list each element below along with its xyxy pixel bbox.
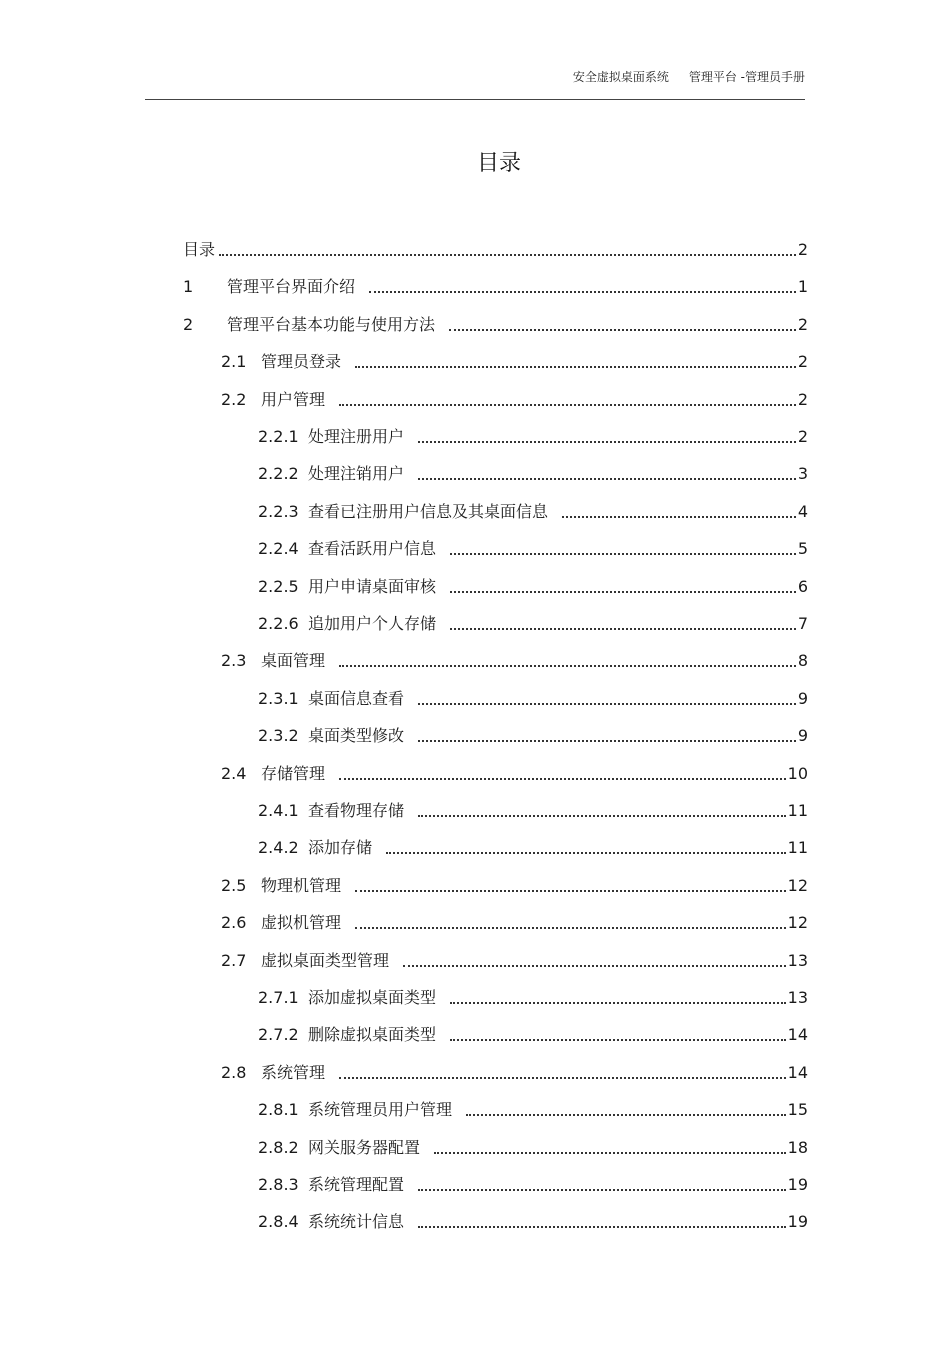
toc-entry-page-number: 9 (797, 689, 808, 708)
toc-dot-leader (418, 1226, 786, 1228)
toc-entry-page-number: 9 (797, 726, 808, 745)
toc-entry-page-number: 11 (787, 838, 808, 857)
toc-entry-number: 1 (183, 277, 194, 296)
toc-entry-title: 删除虚拟桌面类型 (308, 1025, 437, 1044)
header-system-name: 安全虚拟桌面系统 (572, 70, 669, 84)
toc-entry-title: 桌面管理 (261, 651, 326, 670)
toc-entry-title: 管理平台界面介绍 (227, 277, 356, 296)
toc-entry-title: 系统管理 (261, 1063, 326, 1082)
toc-dot-leader (386, 852, 786, 854)
toc-entry[interactable] (221, 760, 808, 784)
toc-entry-title: 用户管理 (261, 390, 326, 409)
toc-entry-title: 查看已注册用户信息及其桌面信息 (308, 502, 549, 521)
toc-entry-number: 2.1 (221, 352, 247, 371)
toc-entry-number: 2.7.2 (258, 1025, 299, 1044)
toc-entry[interactable] (258, 834, 808, 858)
toc-entry[interactable] (183, 236, 808, 260)
toc-dot-leader (450, 553, 796, 555)
toc-entry-page-number: 4 (797, 502, 808, 521)
toc-entry[interactable] (183, 311, 808, 335)
toc-entry-title: 桌面类型修改 (308, 726, 405, 745)
toc-entry-page-number: 10 (787, 764, 808, 783)
toc-entry-number: 2.7 (221, 951, 247, 970)
toc-entry-title: 目录 (183, 240, 216, 259)
toc-entry-number: 2.2 (221, 390, 247, 409)
toc-entry-number: 2.8.3 (258, 1175, 299, 1194)
toc-entry-number: 2.8.4 (258, 1212, 299, 1231)
toc-entry-number: 2.6 (221, 913, 247, 932)
header-rule (145, 99, 805, 100)
toc-entry[interactable] (221, 909, 808, 933)
toc-entry-title: 系统统计信息 (308, 1212, 405, 1231)
toc-entry-page-number: 12 (787, 876, 808, 895)
toc-entry-page-number: 6 (797, 577, 808, 596)
toc-entry-number: 2.2.1 (258, 427, 299, 446)
toc-entry-title: 追加用户个人存储 (308, 614, 437, 633)
toc-entry-number: 2.8.1 (258, 1100, 299, 1119)
toc-entry[interactable] (258, 1208, 808, 1232)
toc-entry-number: 2.7.1 (258, 988, 299, 1007)
toc-entry-title: 查看物理存储 (308, 801, 405, 820)
toc-entry-number: 2.2.3 (258, 502, 299, 521)
toc-entry-page-number: 14 (787, 1025, 808, 1044)
toc-entry-page-number: 5 (797, 539, 808, 558)
toc-entry-page-number: 2 (797, 315, 808, 334)
toc-entry-number: 2.2.2 (258, 464, 299, 483)
toc-entry-title: 桌面信息查看 (308, 689, 405, 708)
toc-dot-leader (369, 291, 796, 293)
toc-dot-leader (355, 890, 786, 892)
toc-entry[interactable] (258, 797, 808, 821)
toc-entry-title: 查看活跃用户信息 (308, 539, 437, 558)
toc-entry-number: 2.8 (221, 1063, 247, 1082)
toc-dot-leader (450, 1039, 786, 1041)
toc-entry-title: 用户申请桌面审核 (308, 577, 437, 596)
toc-entry-page-number: 2 (797, 427, 808, 446)
toc-entry-title: 网关服务器配置 (308, 1138, 421, 1157)
toc-dot-leader (450, 1002, 786, 1004)
toc-entry-page-number: 2 (797, 240, 808, 259)
toc-dot-leader (418, 478, 796, 480)
toc-entry-number: 2.3.2 (258, 726, 299, 745)
toc-entry-title: 添加存储 (308, 838, 373, 857)
toc-entry-title: 系统管理配置 (308, 1175, 405, 1194)
toc-entry-page-number: 13 (787, 988, 808, 1007)
toc-dot-leader (418, 815, 786, 817)
toc-entry-page-number: 7 (797, 614, 808, 633)
toc-entry-page-number: 19 (787, 1212, 808, 1231)
toc-entry-page-number: 2 (797, 390, 808, 409)
toc-entry-page-number: 15 (787, 1100, 808, 1119)
toc-dot-leader (339, 404, 796, 406)
toc-entry-number: 2.2.6 (258, 614, 299, 633)
toc-entry-title: 添加虚拟桌面类型 (308, 988, 437, 1007)
toc-dot-leader (466, 1114, 786, 1116)
toc-entry-page-number: 14 (787, 1063, 808, 1082)
toc-entry[interactable] (258, 610, 808, 634)
toc-entry-page-number: 1 (797, 277, 808, 296)
toc-dot-leader (339, 665, 796, 667)
toc-dot-leader (418, 703, 796, 705)
toc-entry[interactable] (258, 423, 808, 447)
toc-entry-title: 处理注册用户 (308, 427, 405, 446)
toc-entry-page-number: 8 (797, 651, 808, 670)
toc-dot-leader (219, 254, 796, 256)
toc-entry-number: 2.4.2 (258, 838, 299, 857)
toc-entry-page-number: 11 (787, 801, 808, 820)
toc-entry[interactable] (183, 273, 808, 297)
toc-entry-title: 管理平台基本功能与使用方法 (227, 315, 436, 334)
toc-entry-page-number: 19 (787, 1175, 808, 1194)
toc-entry-page-number: 13 (787, 951, 808, 970)
toc-entry-title: 处理注销用户 (308, 464, 405, 483)
toc-entry[interactable] (221, 386, 808, 410)
toc-entry[interactable] (221, 348, 808, 372)
toc-entry[interactable] (258, 685, 808, 709)
toc-entry[interactable] (258, 498, 808, 522)
toc-entry[interactable] (221, 947, 808, 971)
toc-dot-leader (355, 366, 796, 368)
toc-dot-leader (418, 1189, 786, 1191)
toc-entry-number: 2.5 (221, 876, 247, 895)
toc-dot-leader (418, 740, 796, 742)
toc-entry-number: 2.4 (221, 764, 247, 783)
toc-entry-title: 系统管理员用户管理 (308, 1100, 453, 1119)
toc-dot-leader (403, 965, 786, 967)
toc-dot-leader (355, 927, 786, 929)
toc-entry-number: 2.3 (221, 651, 247, 670)
toc-entry[interactable] (258, 1134, 808, 1158)
toc-dot-leader (339, 778, 786, 780)
toc-entry[interactable] (221, 647, 808, 671)
toc-entry[interactable] (258, 1096, 808, 1120)
toc-entry-title: 虚拟机管理 (261, 913, 342, 932)
toc-entry-number: 2 (183, 315, 194, 334)
toc-entry-number: 2.2.4 (258, 539, 299, 558)
toc-entry-title: 虚拟桌面类型管理 (261, 951, 390, 970)
toc-entry[interactable] (258, 460, 808, 484)
toc-entry-page-number: 2 (797, 352, 808, 371)
toc-entry[interactable] (221, 872, 808, 896)
toc-entry-title: 存储管理 (261, 764, 326, 783)
toc-entry-title: 物理机管理 (261, 876, 342, 895)
page-title: 目录 (476, 151, 521, 176)
toc-dot-leader (449, 329, 796, 331)
toc-entry[interactable] (258, 1171, 808, 1195)
toc-entry[interactable] (258, 984, 808, 1008)
toc-entry[interactable] (258, 1021, 808, 1045)
toc-dot-leader (450, 628, 796, 630)
toc-entry-page-number: 12 (787, 913, 808, 932)
toc-entry-number: 2.8.2 (258, 1138, 299, 1157)
toc-entry[interactable] (258, 573, 808, 597)
toc-entry-number: 2.2.5 (258, 577, 299, 596)
toc-dot-leader (418, 441, 796, 443)
toc-dot-leader (562, 516, 796, 518)
toc-entry-number: 2.3.1 (258, 689, 299, 708)
running-header (145, 68, 805, 85)
toc-entry[interactable] (258, 535, 808, 559)
toc-entry-title: 管理员登录 (261, 352, 342, 371)
header-manual-name: 管理平台 -管理员手册 (688, 70, 805, 84)
toc-dot-leader (434, 1152, 786, 1154)
toc-entry[interactable] (258, 722, 808, 746)
toc-entry[interactable] (221, 1059, 808, 1083)
toc-entry-page-number: 3 (797, 464, 808, 483)
toc-entry-number: 2.4.1 (258, 801, 299, 820)
toc-dot-leader (339, 1077, 786, 1079)
toc-dot-leader (450, 591, 796, 593)
toc-entry-page-number: 18 (787, 1138, 808, 1157)
